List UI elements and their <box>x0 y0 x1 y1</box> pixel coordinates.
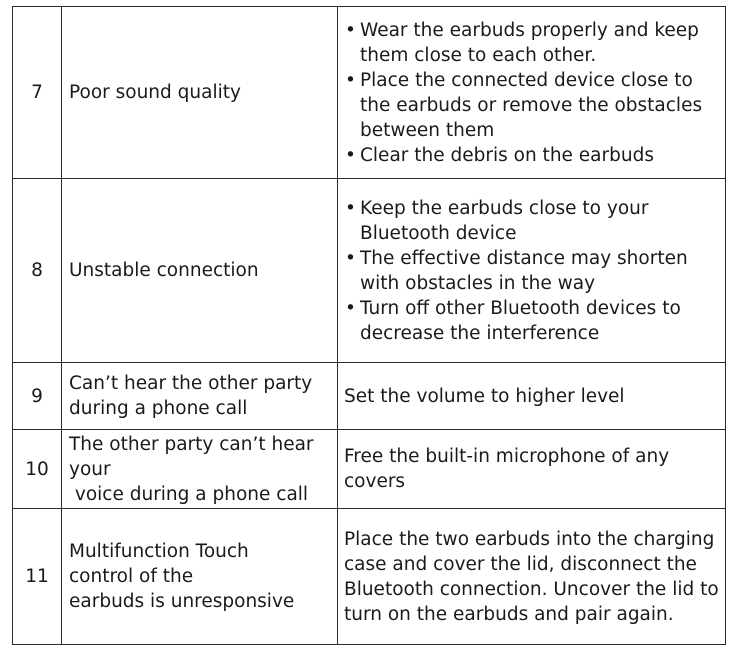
troubleshooting-table <box>12 6 726 645</box>
solution-cell <box>338 7 726 179</box>
solution-text: Free the built-in microphone of any covers <box>344 446 670 492</box>
bullet-icon: • <box>345 19 356 41</box>
problem-text: voice during a phone call <box>69 483 309 505</box>
solution-text: Place the two earbuds into the charging case and cover the lid, disconnect the Bluetooth connection. Uncover the lid to turn on the earbuds and pair again. <box>344 528 719 625</box>
problem-cell <box>62 179 338 363</box>
bullet-icon: • <box>345 297 356 319</box>
row-number: 10 <box>13 430 62 509</box>
row-number: 9 <box>13 363 62 430</box>
row-number: 8 <box>13 179 62 363</box>
problem-text: Multifunction Touch <box>69 541 249 562</box>
solution-item: • Clear the debris on the earbuds <box>345 144 654 166</box>
problem-text: during a phone call <box>69 398 248 419</box>
solution-list <box>344 196 721 346</box>
solution-item: • Turn off other Bluetooth devices to decrease the interference <box>345 297 681 344</box>
solution-item: • Place the connected device close to the earbuds or remove the obstacles between them <box>345 69 703 141</box>
solution-text: Set the volume to higher level <box>344 385 625 407</box>
problem-cell <box>62 430 338 509</box>
table-row <box>13 7 726 179</box>
problem-cell <box>62 7 338 179</box>
solution-item: • The effective distance may shorten with obstacles in the way <box>345 247 688 294</box>
solution-cell <box>338 430 726 509</box>
solution-list <box>344 18 721 168</box>
solution-cell <box>338 179 726 363</box>
bullet-icon: • <box>345 197 356 219</box>
solution-item: • Wear the earbuds properly and keep them close to each other. <box>345 19 699 66</box>
problem-text: control of the <box>69 566 194 587</box>
bullet-icon: • <box>345 69 356 91</box>
table-row <box>13 509 726 645</box>
problem-text: Poor sound quality <box>69 82 241 103</box>
bullet-icon: • <box>345 144 356 166</box>
problem-text: The other party can’t hear your <box>69 433 314 480</box>
problem-text: earbuds is unresponsive <box>69 591 295 612</box>
table-row <box>13 363 726 430</box>
row-number: 7 <box>13 7 62 179</box>
problem-text: Can’t hear the other party <box>69 373 313 394</box>
table-row <box>13 430 726 509</box>
problem-cell <box>62 509 338 645</box>
solution-cell <box>338 509 726 645</box>
row-number: 11 <box>13 509 62 645</box>
bullet-icon: • <box>345 247 356 269</box>
solution-cell <box>338 363 726 430</box>
solution-item: • Keep the earbuds close to your Bluetooth device <box>345 197 649 244</box>
problem-text: Unstable connection <box>69 260 259 281</box>
problem-cell <box>62 363 338 430</box>
table-row <box>13 179 726 363</box>
